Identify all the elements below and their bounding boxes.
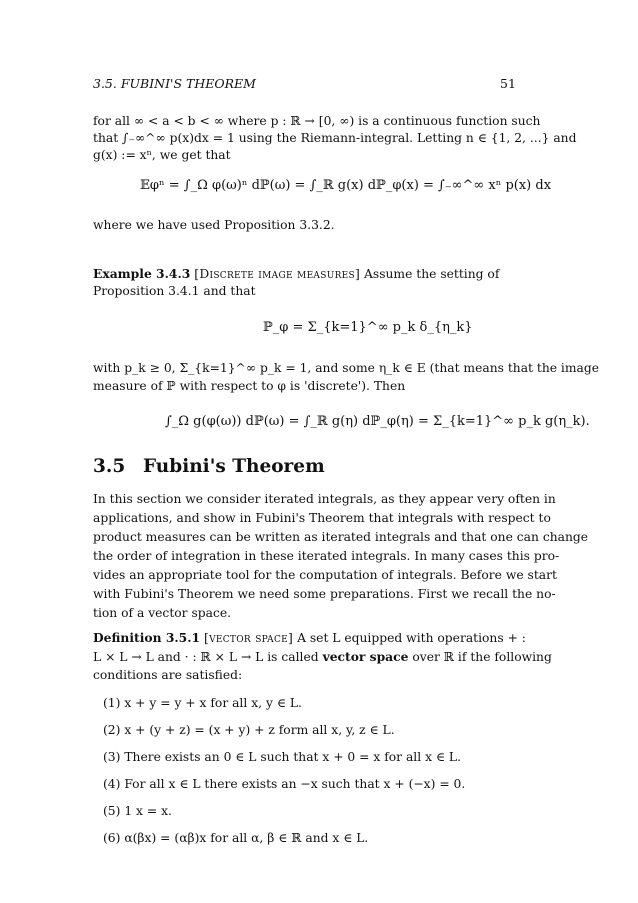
para4-line7: tion of a vector space. (93, 606, 232, 620)
definition-line1: A set L equipped with operations + : (297, 631, 526, 645)
section-title: Fubini's Theorem (143, 456, 325, 477)
para3-line2: measure of ℙ with respect to φ is 'discrete'). Then (93, 379, 406, 393)
axiom-item-3: (3) There exists an 0 ∈ L such that x + 0 = x for all x ∈ L. (103, 750, 461, 764)
para1-line1: for all ∞ < a < b < ∞ where p : ℝ → [0, ∞) is a continuous function such (93, 114, 541, 128)
definition-line2 (93, 647, 552, 667)
definition-heading (93, 628, 526, 648)
axiom-item-2: (2) x + (y + z) = (x + y) + z form all x, y, z ∈ L. (103, 723, 395, 737)
equation-image-measure: ℙ_φ = Σ_{k=1}^∞ p_k δ_{η_k} (263, 320, 473, 335)
para1-line2: that ∫₋∞^∞ p(x)dx = 1 using the Riemann-integral. Letting n ∈ {1, 2, ...} and (93, 131, 577, 145)
example-line1: Assume the setting of (364, 267, 500, 281)
para4-line5: vides an appropriate tool for the computation of integrals. Before we start (93, 568, 557, 582)
definition-line3: conditions are satisfied: (93, 668, 243, 682)
equation-expectation: 𝔼φⁿ = ∫_Ω φ(ω)ⁿ dℙ(ω) = ∫_ℝ g(x) dℙ_φ(x) = ∫₋∞^∞ xⁿ p(x) dx (140, 178, 552, 193)
para4-line4: the order of integration in these iterated integrals. In many cases this pro- (93, 549, 560, 563)
axiom-item-1: (1) x + y = y + x for all x, y ∈ L. (103, 696, 302, 710)
definition-line2c: over ℝ if the following (412, 650, 552, 664)
running-header: 3.5. FUBINI'S THEOREM (93, 76, 256, 91)
example-title: [Discrete image measures] (194, 267, 361, 281)
axiom-item-5: (5) 1 x = x. (103, 804, 172, 818)
axiom-item-6: (6) α(βx) = (αβ)x for all α, β ∈ ℝ and x ∈ L. (103, 831, 369, 845)
para4-line3: product measures can be written as iterated integrals and that one can change (93, 530, 589, 544)
para1-line3: g(x) := xⁿ, we get that (93, 148, 231, 162)
axiom-item-4: (4) For all x ∈ L there exists an −x such that x + (−x) = 0. (103, 777, 466, 791)
example-line2: Proposition 3.4.1 and that (93, 284, 256, 298)
para2: where we have used Proposition 3.3.2. (93, 218, 335, 232)
para4-line1: In this section we consider iterated integrals, as they appear very often in (93, 492, 556, 506)
example-heading (93, 264, 499, 284)
example-label: Example 3.4.3 (93, 266, 191, 281)
definition-label: Definition 3.5.1 (93, 630, 201, 645)
definition-title: [vector space] (203, 631, 294, 645)
para4-line6: with Fubini's Theorem we need some preparations. First we recall the no- (93, 587, 556, 601)
equation-discrete-integral: ∫_Ω g(φ(ω)) dℙ(ω) = ∫_ℝ g(η) dℙ_φ(η) = Σ_{k=1}^∞ p_k g(η_k). (165, 414, 590, 429)
para3-line1: with p_k ≥ 0, Σ_{k=1}^∞ p_k = 1, and some η_k ∈ E (that means that the image (93, 361, 599, 375)
definition-line2a: L × L → L and · : ℝ × L → L is called (93, 650, 319, 664)
page-number: 51 (500, 76, 516, 91)
para4-line2: applications, and show in Fubini's Theorem that integrals with respect to (93, 511, 551, 525)
definition-term: vector space (322, 649, 409, 664)
section-heading (93, 456, 325, 477)
section-number: 3.5 (93, 456, 126, 477)
